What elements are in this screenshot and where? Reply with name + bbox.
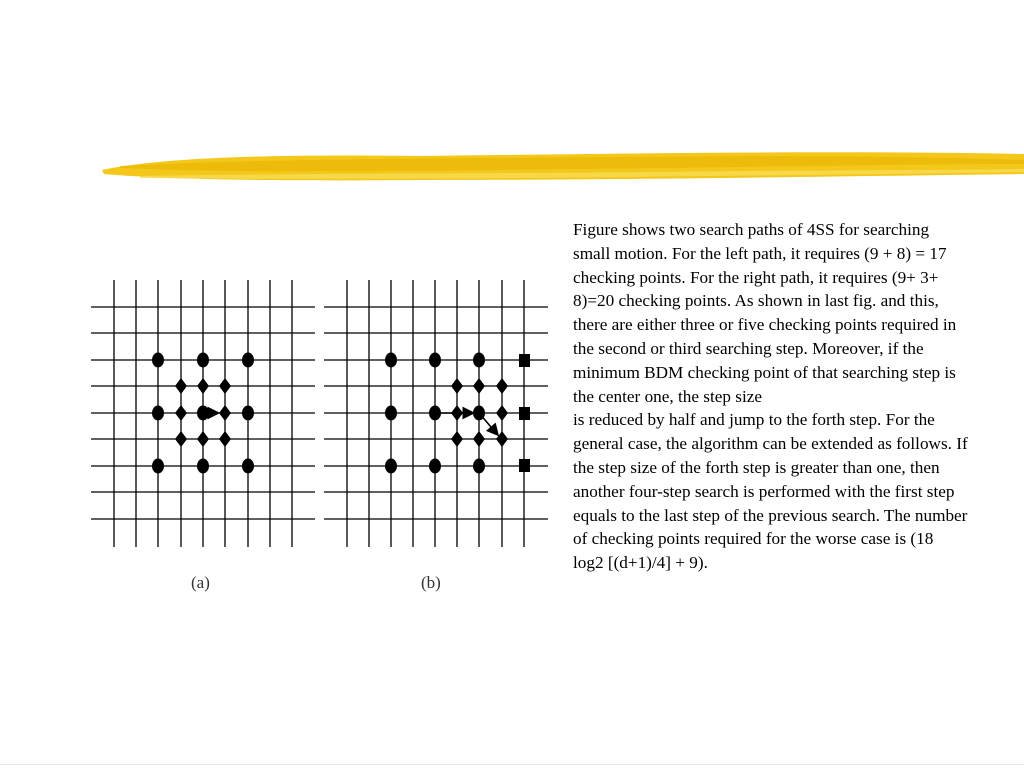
- body-text: Figure shows two search paths of 4SS for searching small motion. For the left path, it requires (9 + 8) = 17 checking points. For the right path, it requires (9+ 3+ 8)=20 checking points. As shown in last fig. and this, there are either three or five checking points required in the second or third searching step. Moreover, if the minimum BDM checking point of that searching step is the center one, the step size is reduced by half and jump to the forth step. For the general case, the algorithm can be extended as follows. If the step size of the forth step is greater than one, then another four-step search is performed with the first step equals to the last step of the previous search. The number of checking points required for the worse case is (18 log2 [(d+1)/4] + 9).: [573, 220, 968, 573]
- search-grids-diagram: [88, 275, 558, 555]
- yellow-brush-stroke: [0, 140, 1024, 190]
- body-text-block: [573, 218, 968, 575]
- search-path-figure: [88, 275, 558, 605]
- grid-b-arrows: [435, 413, 497, 434]
- caption-b: (b): [421, 573, 441, 592]
- caption-a: (a): [191, 573, 210, 592]
- footer-divider: [0, 764, 1024, 765]
